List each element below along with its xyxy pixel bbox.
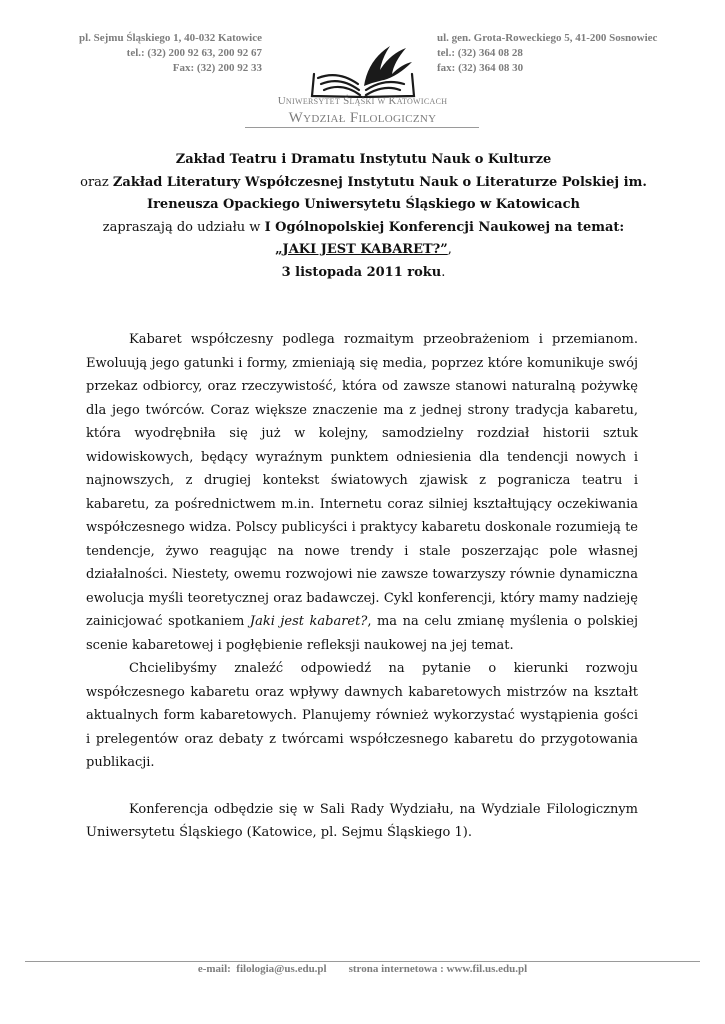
open-book-icon	[308, 40, 418, 98]
body-paragraph-1-start: Kabaret współczesny podlega rozmaitym przeobrażeniom i przemianom. Ewoluują jego gatunki i formy, zmieniają się media, poprzez które komunikuje swój przekaz odbiorcy, oraz rzeczywistość, która od zawsze stanowi naturalną pożywkę dla jego twórców. Coraz większe znaczenie ma z jednej strony tradycja kabaretu, która wyodrębniła się już w kolejny, samodzielny rozdział historii sztuk widowiskowych, będący wyraźnym punktem odniesienia dla tendencji nowych i najnowszych, z drugiej kontekst światowych zjawisk z pogranicza teatru i kabaretu, za pośrednictwem m.in. Internetu coraz silniej kształtujący oczekiwania współczesnego widza. Polscy publicyści i praktycy kabaretu doskonale rozumieją te tendencje, żywo reagując na nowe trendy i stale poszerzając pole własnej działalności. Niestety, owemu rozwojowi nie zawsze towarzyszy równie dynamiczna ewolucja myśli teoretycznej oraz badawczej. Cykl konferencji, który mamy nadzieję zainicjować spotkaniem	[86, 332, 638, 629]
header-katowice-address	[40, 31, 262, 76]
intro-line-3: Ireneusza Opackiego Uniwersytetu Śląskiego w Katowicach	[147, 197, 580, 212]
faculty-name: Wydział Filologiczny	[288, 110, 437, 126]
footer-email: e-mail: filologia@us.edu.pl	[197, 963, 327, 975]
conference-theme-suffix: ,	[447, 242, 452, 257]
header-right-line-1: ul. gen. Grota-Roweckiego 5, 41-200 Sosnowiec	[437, 32, 658, 44]
conference-date-suffix: .	[441, 264, 446, 280]
body-paragraph-1-italic: Jaki jest kabaret?	[249, 614, 368, 629]
footer-divider	[25, 961, 700, 962]
intro-line-2-bold: Zakład Literatury Współczesnej Instytutu Nauk o Literaturze Polskiej im.	[112, 174, 647, 190]
header-sosnowiec-address	[437, 31, 725, 76]
university-name: Uniwersytet Śląski w Katowicach	[277, 95, 448, 107]
conference-theme	[70, 239, 657, 262]
body-paragraph-1-end: , ma na celu zmianę myślenia o polskiej scenie kabaretowej i pogłębienie refleksji naukowej na jej temat.	[86, 614, 639, 653]
header-left-line-1: pl. Sejmu Śląskiego 1, 40-032 Katowice	[78, 32, 262, 44]
intro-line-4	[70, 217, 657, 240]
intro-line-2-prefix: oraz	[80, 174, 113, 190]
conference-theme-title: „JAKI JEST KABARET?”	[275, 242, 448, 257]
intro-line-4-prefix: zapraszają do udziału w	[102, 219, 265, 235]
invitation-heading	[70, 149, 657, 284]
body-paragraph-3: Konferencja odbędzie się w Sali Rady Wydziału, na Wydziale Filologicznym Uniwersytetu Śląskiego (Katowice, pl. Sejmu Śląskiego 1).	[86, 801, 638, 840]
letter-body	[86, 328, 638, 845]
intro-line-2	[70, 172, 657, 195]
paragraph-spacer	[86, 775, 638, 798]
body-paragraph-2: Chcielibyśmy znaleźć odpowiedź na pytanie o kierunki rozwoju współczesnego kabaretu oraz wpływy dawnych kabaretowych mistrzów na kształt aktualnych form kabaretowych. Planujemy również wykorzystać wystąpienia gości i prelegentów oraz debaty z twórcami współczesnego kabaretu do przygotowania publikacji.	[86, 661, 638, 770]
header-right-line-3: fax: (32) 364 08 30	[437, 62, 524, 74]
body-paragraph-1	[86, 328, 638, 657]
header-divider	[245, 127, 479, 128]
footer	[0, 963, 725, 975]
header-left-line-3: Fax: (32) 200 92 33	[172, 62, 262, 74]
header-right-line-2: tel.: (32) 364 08 28	[437, 47, 523, 59]
intro-line-1: Zakład Teatru i Dramatu Instytutu Nauk o Kulturze	[175, 152, 552, 167]
conference-date-value: 3 listopada 2011 roku	[281, 264, 442, 280]
intro-line-4-bold: I Ogólnopolskiej Konferencji Naukowej na temat:	[264, 219, 625, 235]
conference-date	[70, 262, 657, 285]
footer-website: strona internetowa : www.fil.us.edu.pl	[348, 963, 528, 975]
header-left-line-2: tel.: (32) 200 92 63, 200 92 67	[126, 47, 262, 59]
